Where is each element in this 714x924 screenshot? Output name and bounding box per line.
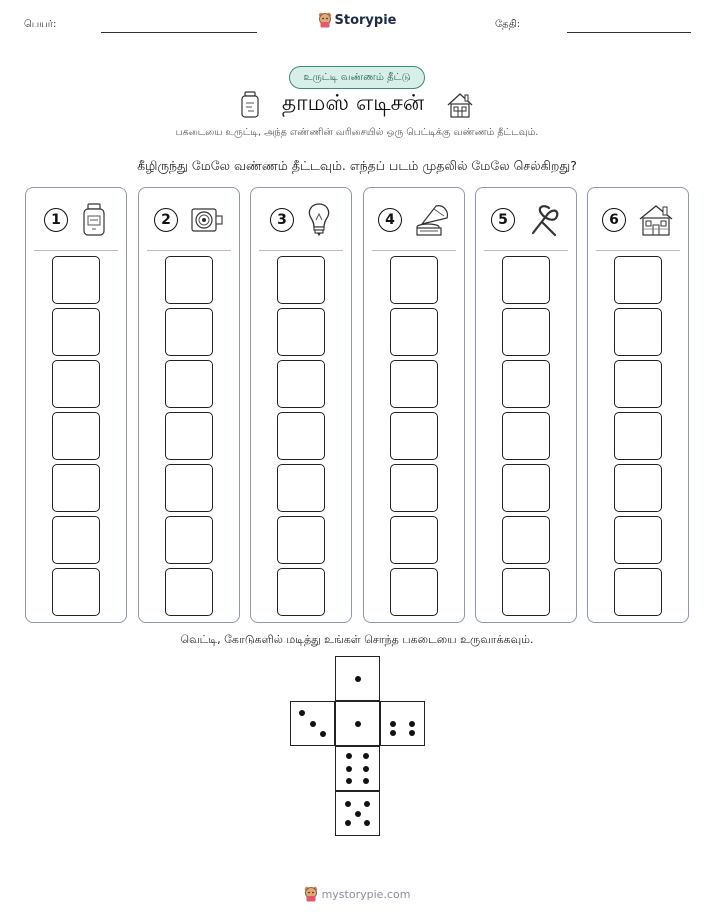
color-box[interactable]	[165, 308, 213, 356]
color-boxes	[364, 256, 464, 616]
color-boxes	[139, 256, 239, 616]
color-box[interactable]	[502, 568, 550, 616]
color-box[interactable]	[502, 308, 550, 356]
color-box[interactable]	[614, 308, 662, 356]
color-box[interactable]	[390, 256, 438, 304]
color-boxes	[588, 256, 688, 616]
color-box[interactable]	[165, 464, 213, 512]
column-2	[138, 187, 240, 623]
die-pip	[310, 721, 316, 727]
name-label: பெயர்:	[24, 19, 57, 30]
die-pip	[346, 778, 352, 784]
die-face	[335, 746, 380, 791]
color-box[interactable]	[614, 256, 662, 304]
color-box[interactable]	[52, 412, 100, 460]
die-pip	[363, 766, 369, 772]
column-divider	[596, 250, 680, 251]
column-6	[587, 187, 689, 623]
color-box[interactable]	[52, 568, 100, 616]
light-bulb-icon	[306, 202, 332, 238]
color-box[interactable]	[390, 568, 438, 616]
color-box[interactable]	[390, 308, 438, 356]
filament-icon	[527, 203, 561, 237]
die-pip	[363, 753, 369, 759]
column-4	[363, 187, 465, 623]
color-box[interactable]	[502, 516, 550, 564]
brand-name: Storypie	[334, 12, 397, 28]
color-box[interactable]	[614, 464, 662, 512]
die-pip	[363, 778, 369, 784]
die-pip	[390, 721, 396, 727]
question: கீழிருந்து மேலே வண்ணம் தீட்டவும். எந்தப் படம் முதலில் மேலே செல்கிறது?	[137, 158, 577, 173]
color-box[interactable]	[52, 308, 100, 356]
storypie-logo-icon	[318, 12, 332, 28]
die-pip	[320, 731, 326, 737]
die-pip	[355, 811, 361, 817]
color-box[interactable]	[502, 464, 550, 512]
color-box[interactable]	[165, 360, 213, 408]
color-box[interactable]	[390, 516, 438, 564]
die-pip	[409, 730, 415, 736]
column-number: 6	[602, 208, 626, 232]
color-boxes	[26, 256, 126, 616]
die-pip	[355, 721, 361, 727]
color-box[interactable]	[52, 516, 100, 564]
color-box[interactable]	[277, 464, 325, 512]
brand	[0, 12, 714, 28]
die-pip	[345, 801, 351, 807]
color-box[interactable]	[277, 256, 325, 304]
color-box[interactable]	[502, 360, 550, 408]
gramophone-icon	[414, 202, 450, 238]
footer-url: mystorypie.com	[321, 887, 411, 901]
column-number: 4	[378, 208, 402, 232]
column-divider	[372, 250, 456, 251]
column-number: 5	[491, 208, 515, 232]
column-1	[25, 187, 127, 623]
column-divider	[484, 250, 568, 251]
column-header	[476, 200, 576, 240]
die-pip	[409, 721, 415, 727]
color-box[interactable]	[390, 464, 438, 512]
die-pip	[355, 676, 361, 682]
die-pip	[364, 801, 370, 807]
subtitle: பகடையை உருட்டி, அந்த எண்ணின் வரிசையில் ஒரு பெட்டிக்கு வண்ணம் தீட்டவும்.	[175, 127, 539, 138]
footer	[0, 886, 714, 902]
activity-badge: உருட்டி வண்ணம் தீட்டு	[289, 66, 425, 89]
page-title: தாமஸ் எடிசன்	[281, 91, 425, 116]
die-face	[335, 701, 380, 746]
die-pip	[299, 710, 305, 716]
jar-icon	[80, 203, 108, 237]
color-box[interactable]	[502, 256, 550, 304]
color-box[interactable]	[614, 412, 662, 460]
color-box[interactable]	[390, 412, 438, 460]
die-pip	[346, 753, 352, 759]
cut-fold-instruction: வெட்டி, கோடுகளில் மடித்து உங்கள் சொந்த பகடையை உருவாக்கவும்.	[180, 633, 534, 646]
color-box[interactable]	[52, 464, 100, 512]
phonograph-cylinder-icon	[190, 205, 224, 235]
color-box[interactable]	[277, 308, 325, 356]
column-divider	[259, 250, 343, 251]
color-box[interactable]	[52, 256, 100, 304]
color-box[interactable]	[390, 360, 438, 408]
column-header	[26, 200, 126, 240]
die-face	[380, 701, 425, 746]
color-box[interactable]	[277, 516, 325, 564]
date-label: தேதி:	[495, 19, 521, 30]
column-header	[251, 200, 351, 240]
column-5	[475, 187, 577, 623]
die-pip	[345, 820, 351, 826]
color-box[interactable]	[614, 516, 662, 564]
column-header	[139, 200, 239, 240]
color-box[interactable]	[502, 412, 550, 460]
title-row	[0, 91, 714, 119]
column-divider	[147, 250, 231, 251]
storypie-logo-icon	[304, 886, 318, 902]
column-number: 2	[154, 208, 178, 232]
color-box[interactable]	[277, 412, 325, 460]
house-icon	[638, 203, 674, 237]
color-box[interactable]	[52, 360, 100, 408]
die-face	[335, 791, 380, 836]
color-box[interactable]	[614, 568, 662, 616]
color-box[interactable]	[165, 516, 213, 564]
column-divider	[34, 250, 118, 251]
color-box[interactable]	[165, 568, 213, 616]
column-number: 1	[44, 208, 68, 232]
column-header	[364, 200, 464, 240]
name-line[interactable]	[101, 32, 257, 33]
color-boxes	[251, 256, 351, 616]
color-boxes	[476, 256, 576, 616]
color-box[interactable]	[277, 360, 325, 408]
color-box[interactable]	[277, 568, 325, 616]
house-icon	[446, 91, 474, 119]
column-header	[588, 200, 688, 240]
color-box[interactable]	[165, 256, 213, 304]
color-box[interactable]	[165, 412, 213, 460]
die-pip	[390, 730, 396, 736]
date-line[interactable]	[567, 32, 691, 33]
die-face	[335, 656, 380, 701]
column-3	[250, 187, 352, 623]
die-pip	[364, 820, 370, 826]
color-box[interactable]	[614, 360, 662, 408]
column-number: 3	[270, 208, 294, 232]
die-pip	[346, 766, 352, 772]
jar-icon	[240, 91, 260, 119]
die-face	[290, 701, 335, 746]
